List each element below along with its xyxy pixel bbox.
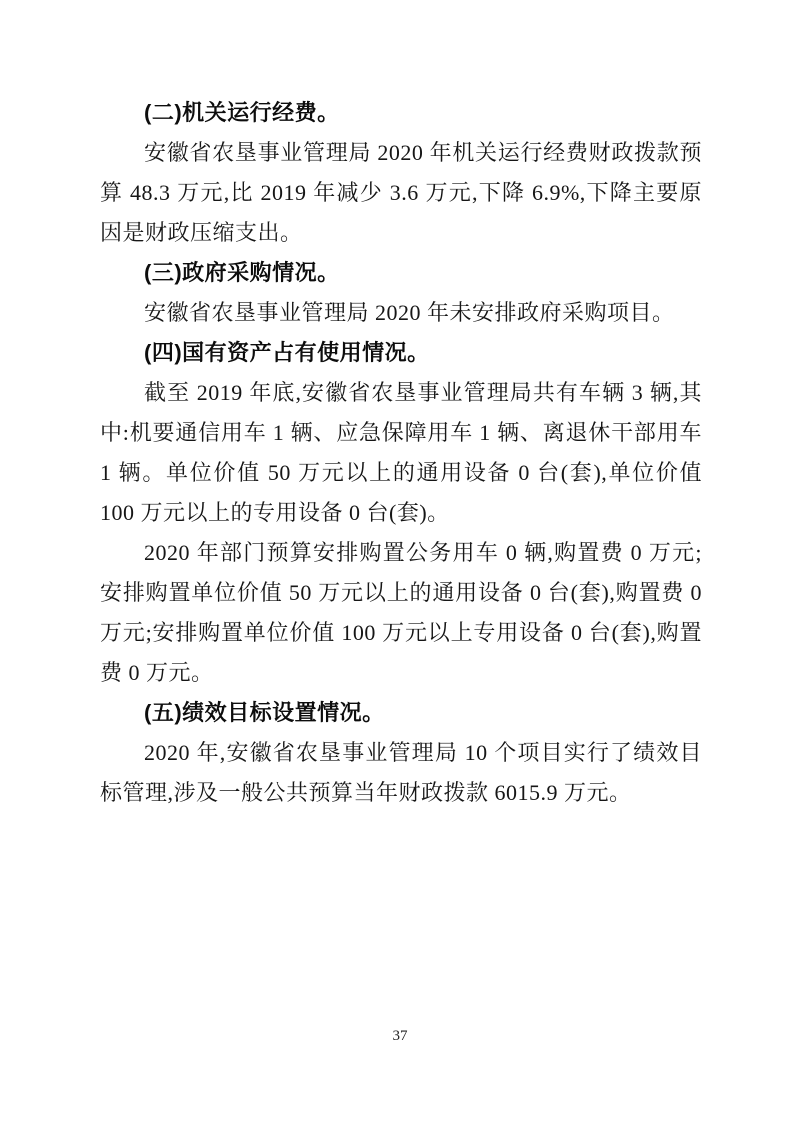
body-paragraph: 安徽省农垦事业管理局 2020 年机关运行经费财政拨款预算 48.3 万元,比 2019 年减少 3.6 万元,下降 6.9%,下降主要原因是财政压缩支出。 bbox=[100, 140, 702, 245]
section-heading: (四)国有资产占有使用情况。 bbox=[144, 340, 430, 365]
body-paragraph: 2020 年,安徽省农垦事业管理局 10 个项目实行了绩效目标管理,涉及一般公共预算当年财政拨款 6015.9 万元。 bbox=[100, 740, 702, 805]
document-content bbox=[100, 93, 702, 813]
body-paragraph: 安徽省农垦事业管理局 2020 年未安排政府采购项目。 bbox=[144, 300, 675, 325]
body-paragraph: 截至 2019 年底,安徽省农垦事业管理局共有车辆 3 辆,其中:机要通信用车 1 辆、应急保障用车 1 辆、离退休干部用车 1 辆。单位价值 50 万元以上的通用设备 0 台(套),单位价值 100 万元以上的专用设备 0 台(套)。 bbox=[100, 380, 702, 525]
body-paragraph: 2020 年部门预算安排购置公务用车 0 辆,购置费 0 万元;安排购置单位价值 50 万元以上的通用设备 0 台(套),购置费 0 万元;安排购置单位价值 100 万元以上专用设备 0 台(套),购置费 0 万元。 bbox=[100, 540, 702, 685]
section-heading: (二)机关运行经费。 bbox=[144, 100, 340, 125]
page-number: 37 bbox=[392, 1028, 408, 1044]
section-heading: (三)政府采购情况。 bbox=[144, 260, 340, 285]
section-heading: (五)绩效目标设置情况。 bbox=[144, 700, 385, 725]
